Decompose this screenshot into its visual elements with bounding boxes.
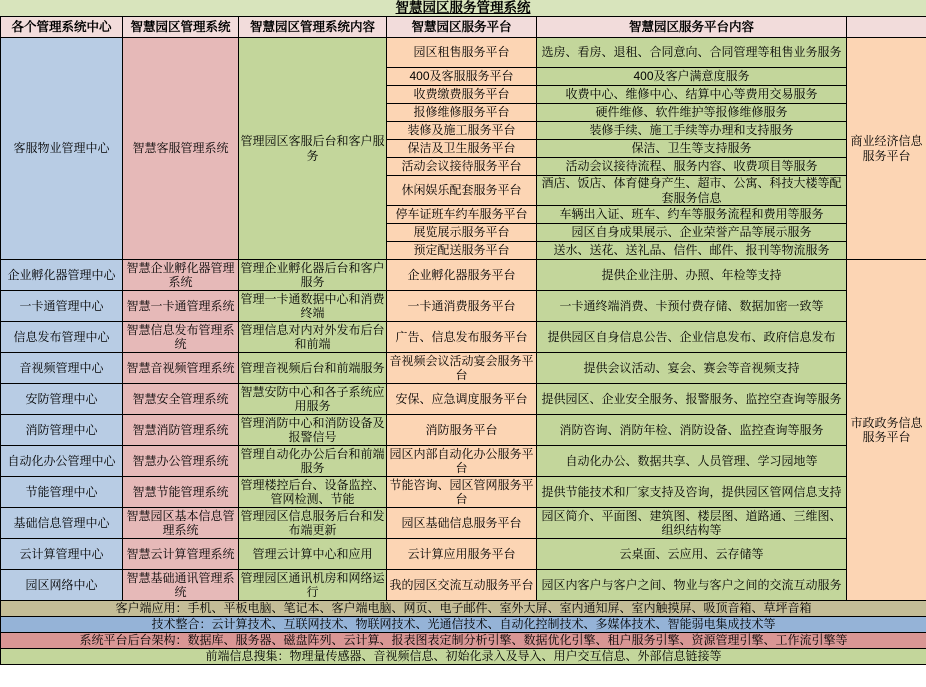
footer-tech-integration: 技术整合：云计算技术、互联网技术、物联网技术、光通信技术、自动化控制技术、多媒体技术、智能弱电集成技术等: [1, 617, 926, 633]
header-centers: 各个管理系统中心: [1, 17, 123, 38]
footer-row-arch: [1, 633, 926, 649]
footer-row-tech: [1, 617, 926, 633]
cell-center: 云计算管理中心: [1, 539, 123, 570]
cell-system-content: 管理音视频后台和前端服务: [239, 353, 387, 384]
cell-system-content: 管理园区信息服务后台和发布端更新: [240, 508, 385, 537]
cell-platform-content: 自动化办公、数据共享、人员管理、学习园地等: [537, 446, 847, 477]
cell-platform: 停车证班车约车服务平台: [387, 206, 537, 224]
cell-platform-content: 活动会议接待流程、服务内容、收费项目等服务: [537, 158, 847, 176]
table-row: [1, 570, 926, 601]
cell-platform: 音视频会议活动宴会服务平台: [387, 353, 537, 384]
smart-park-table: [0, 16, 926, 665]
cell-platform: 预定配送服务平台: [387, 242, 537, 260]
cell-platform: 消防服务平台: [387, 415, 537, 446]
cell-system: 智慧消防管理系统: [123, 415, 239, 446]
cell-system: 智慧企业孵化器管理系统: [123, 260, 239, 291]
cell-center: 园区网络中心: [1, 570, 123, 601]
cell-platform: 园区内部自动化办公服务平台: [387, 446, 537, 477]
cell-system-content: 管理自动化办公后台和前端服务: [240, 446, 385, 475]
cell-platform: 园区基础信息服务平台: [387, 508, 537, 539]
cell-center: 客服物业管理中心: [1, 38, 123, 260]
cell-system: 智慧音视频管理系统: [123, 353, 239, 384]
cell-platform-content: 保洁、卫生等支持服务: [537, 140, 847, 158]
cell-center: 信息发布管理中心: [1, 322, 123, 353]
footer-frontend-collection: 前端信息搜集：物理量传感器、音视频信息、初始化录入及导入、用户交互信息、外部信息链接等: [1, 649, 926, 665]
cell-center: 企业孵化器管理中心: [1, 260, 123, 291]
cell-system-content: 管理楼控后台、设备监控、管网检测、节能: [240, 477, 385, 506]
cell-platform-content: 园区自身成果展示、企业荣誉产品等展示服务: [537, 224, 847, 242]
cell-platform-content: 装修手续、施工手续等办理和支持服务: [537, 122, 847, 140]
cell-platform: 我的园区交流互动服务平台: [387, 570, 537, 601]
cell-platform: 报修维修服务平台: [387, 104, 537, 122]
cell-platform-content: 云桌面、云应用、云存储等: [537, 539, 847, 570]
cell-system: 智慧节能管理系统: [123, 477, 239, 508]
cell-platform-content: 酒店、饭店、体育健身产生、超市、公寓、科技大楼等配套服务信息: [537, 176, 847, 206]
header-systems: 智慧园区管理系统: [123, 17, 239, 38]
cell-center: 安防管理中心: [1, 384, 123, 415]
table-row: [1, 415, 926, 446]
footer-backend-architecture: 系统平台后台架构：数据库、服务器、磁盘阵列、云计算、报表图表定制分析引擎、数据优化引擎、租户服务引擎、资源管理引擎、工作流引擎等: [1, 633, 926, 649]
cell-platform: 安保、应急调度服务平台: [387, 384, 537, 415]
cell-system: 智慧信息发布管理系统: [123, 322, 239, 353]
table-row: [1, 508, 926, 539]
cell-platform-content: 园区简介、平面图、建筑图、楼层图、道路通、三维图、组织结构等: [537, 508, 847, 539]
cell-system-content: 管理一卡通数据中心和消费终端: [240, 291, 385, 320]
cell-system: 智慧云计算管理系统: [123, 539, 239, 570]
cell-platform-content: 提供园区自身信息公告、企业信息发布、政府信息发布: [537, 322, 847, 353]
cell-system-content: 管理消防中心和消防设备及报警信号: [240, 415, 385, 444]
cell-platform: 收费缴费服务平台: [387, 86, 537, 104]
cell-system-content: 管理园区通讯机房和网络运行: [240, 570, 385, 599]
cell-system-content: 管理企业孵化器后台和客户服务: [240, 260, 385, 289]
cell-platform-content: 消防咨询、消防年检、消防设备、监控查询等服务: [537, 415, 847, 446]
header-empty: [847, 17, 926, 38]
cell-platform: 企业孵化器服务平台: [387, 260, 537, 291]
header-row: [1, 17, 926, 38]
cell-platform-content: 选房、看房、退租、合同意向、合同管理等租售业务服务: [537, 38, 847, 68]
cell-system: 智慧安全管理系统: [123, 384, 239, 415]
cell-platform-content: 提供企业注册、办照、年检等支持: [537, 260, 847, 291]
cell-center: 音视频管理中心: [1, 353, 123, 384]
cell-platform: 广告、信息发布服务平台: [387, 322, 537, 353]
page-title: [0, 0, 926, 16]
cell-platform-content: 车辆出入证、班车、约车等服务流程和费用等服务: [537, 206, 847, 224]
cell-platform-content: 园区内客户与客户之间、物业与客户之间的交流互动服务: [537, 570, 847, 601]
cell-platform-content: 一卡通终端消费、卡预付费存储、数据加密一致等: [537, 291, 847, 322]
cell-platform: 云计算应用服务平台: [387, 539, 537, 570]
cell-side-platform-municipal: 市政政务信息服务平台: [847, 260, 926, 601]
table-row: [1, 477, 926, 508]
table-row: [1, 384, 926, 415]
cell-platform: 节能咨询、园区管网服务平台: [387, 477, 537, 508]
cell-platform-content: 400及客户满意度服务: [537, 68, 847, 86]
cell-platform-content: 硬件维修、软件维护等报修维修服务: [537, 104, 847, 122]
cell-platform: 展览展示服务平台: [387, 224, 537, 242]
cell-system: 智慧一卡通管理系统: [123, 291, 239, 322]
cell-system-content: 智慧安防中心和各子系统应用服务: [240, 384, 385, 413]
page-title-text: 智慧园区服务管理系统: [395, 0, 531, 15]
cell-platform: 活动会议接待服务平台: [387, 158, 537, 176]
footer-row-front: [1, 649, 926, 665]
cell-platform-content: 提供会议活动、宴会、赛会等音视频支持: [537, 353, 847, 384]
footer-client-apps: 客户端应用：手机、平板电脑、笔记本、客户端电脑、网页、电子邮件、室外大屏、室内通知屏、室内触摸屏、吸顶音箱、草坪音箱: [1, 601, 926, 617]
cell-system: 智慧基础通讯管理系统: [123, 570, 239, 601]
table-row: [1, 539, 926, 570]
cell-center: 自动化办公管理中心: [1, 446, 123, 477]
table-row: [1, 260, 926, 291]
header-platforms: 智慧园区服务平台: [387, 17, 537, 38]
cell-platform: 一卡通消费服务平台: [387, 291, 537, 322]
table-row: [1, 322, 926, 353]
cell-system: 智慧客服管理系统: [123, 38, 239, 260]
cell-center: 节能管理中心: [1, 477, 123, 508]
header-system-content: 智慧园区管理系统内容: [239, 17, 387, 38]
cell-side-platform-business: 商业经济信息服务平台: [847, 38, 926, 260]
cell-platform: 400及客服服务平台: [387, 68, 537, 86]
cell-platform-content: 提供节能技术和厂家支持及咨询，提供园区管网信息支持: [537, 477, 847, 508]
table-row: [1, 353, 926, 384]
cell-center: 消防管理中心: [1, 415, 123, 446]
cell-center: 基础信息管理中心: [1, 508, 123, 539]
table-row: [1, 38, 926, 68]
cell-center: 一卡通管理中心: [1, 291, 123, 322]
cell-platform: 装修及施工服务平台: [387, 122, 537, 140]
cell-platform-content: 收费中心、维修中心、结算中心等费用交易服务: [537, 86, 847, 104]
cell-system-content: 管理云计算中心和应用: [239, 539, 387, 570]
header-platform-content: 智慧园区服务平台内容: [537, 17, 847, 38]
cell-platform: 园区租售服务平台: [387, 38, 537, 68]
cell-platform-content: 提供园区、企业安全服务、报警服务、监控空查询等服务: [537, 384, 847, 415]
table-row: [1, 446, 926, 477]
cell-platform-content: 送水、送花、送礼品、信件、邮件、报刊等物流服务: [537, 242, 847, 260]
cell-system: 智慧园区基本信息管理系统: [123, 508, 239, 539]
cell-system-content: 管理信息对内对外发布后台和前端: [240, 322, 385, 351]
footer-row-client: [1, 601, 926, 617]
cell-platform: 休闲娱乐配套服务平台: [387, 176, 537, 206]
cell-system-content: 管理园区客服后台和客户服务: [239, 38, 387, 260]
cell-platform: 保洁及卫生服务平台: [387, 140, 537, 158]
cell-system: 智慧办公管理系统: [123, 446, 239, 477]
table-row: [1, 291, 926, 322]
